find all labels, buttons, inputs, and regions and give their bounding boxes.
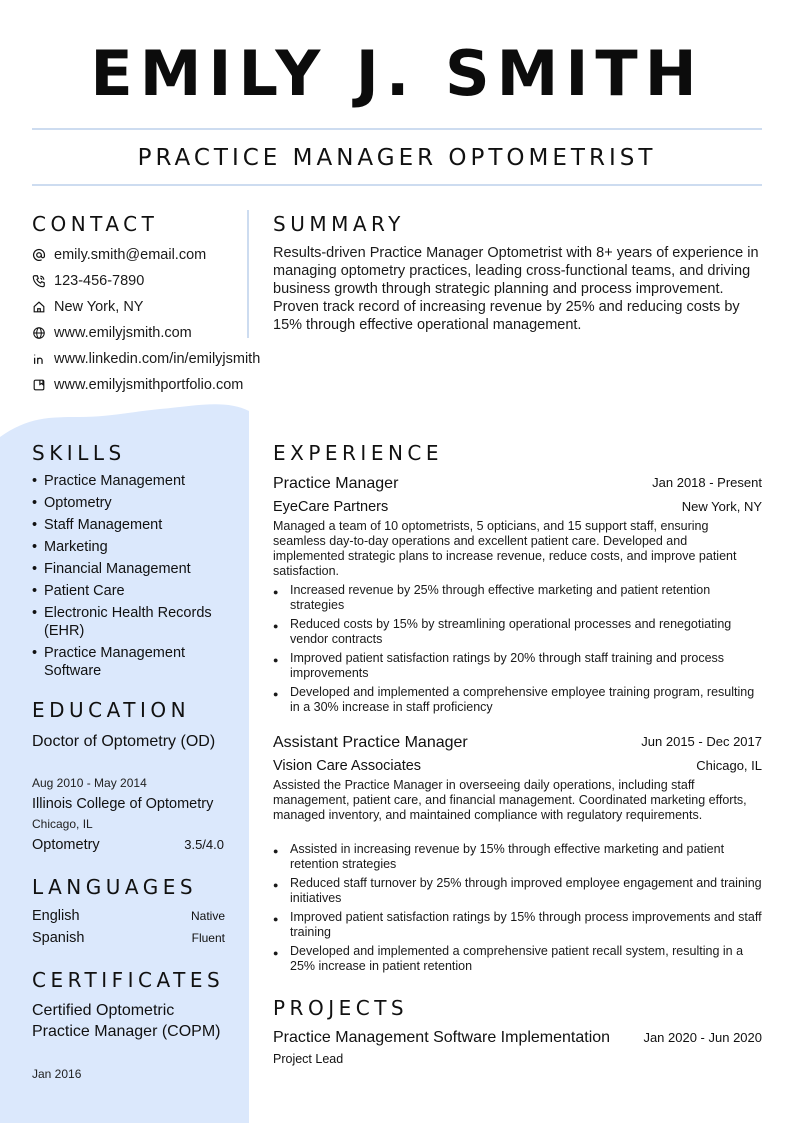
job-title: Assistant Practice Manager xyxy=(273,734,468,751)
job-company: Vision Care Associates xyxy=(273,758,422,774)
skill-item: • Marketing xyxy=(32,538,232,556)
contact-linkedin[interactable] xyxy=(32,346,260,372)
skills-heading: SKILLS xyxy=(32,441,126,465)
education-heading: EDUCATION xyxy=(32,698,191,722)
summary-heading: SUMMARY xyxy=(273,212,405,236)
project-role: Project Lead xyxy=(273,1052,344,1066)
education-degree: Doctor of Optometry (OD) xyxy=(32,733,216,750)
skills-list xyxy=(32,472,232,684)
education-location: Chicago, IL xyxy=(32,817,93,831)
languages-heading: LANGUAGES xyxy=(32,875,198,899)
job-bullets xyxy=(273,842,762,978)
job-location: Chicago, IL xyxy=(696,758,762,773)
header-rule-bottom xyxy=(32,184,762,186)
skill-item: • Electronic Health Records (EHR) xyxy=(32,604,232,640)
job-bullet: ● Developed and implemented a comprehensive patient recall system, resulting in a 25% increase in patient retention xyxy=(273,944,762,974)
education-school: Illinois College of Optometry xyxy=(32,796,214,812)
education-field: Optometry xyxy=(32,837,100,853)
job-bullet: ● Reduced staff turnover by 25% through improved employee engagement and training initiatives xyxy=(273,876,762,906)
phone-icon xyxy=(32,274,46,288)
job-bullet: ● Improved patient satisfaction ratings by 15% through process improvements and staff training xyxy=(273,910,762,940)
language-row xyxy=(32,929,225,947)
contact-linkedin-text: www.linkedin.com/in/emilyjsmith xyxy=(54,351,261,367)
education-dates: Aug 2010 - May 2014 xyxy=(32,776,147,790)
skill-item: • Financial Management xyxy=(32,560,232,578)
contact-location-text: New York, NY xyxy=(54,299,144,315)
project-title: Practice Management Software Implementation xyxy=(273,1029,611,1046)
job-dates: Jan 2018 - Present xyxy=(652,475,762,490)
contact-heading: CONTACT xyxy=(32,212,159,236)
job-dates: Jun 2015 - Dec 2017 xyxy=(641,734,762,749)
candidate-name: EMILY J. SMITH xyxy=(90,37,704,110)
contact-email-text: emily.smith@email.com xyxy=(54,247,207,263)
contact-portfolio-text: www.emilyjsmithportfolio.com xyxy=(54,377,244,393)
skill-item: • Staff Management xyxy=(32,516,232,534)
language-name: English xyxy=(32,908,80,924)
skill-item: • Practice Management xyxy=(32,472,232,490)
job-location: New York, NY xyxy=(681,499,762,514)
language-name: Spanish xyxy=(32,930,85,946)
language-row xyxy=(32,907,225,925)
education-gpa: 3.5/4.0 xyxy=(184,837,224,852)
contact-location xyxy=(32,294,260,320)
certificate-name: Certified Optometric Practice Manager (COPM) xyxy=(32,1002,221,1040)
project-dates: Jan 2020 - Jun 2020 xyxy=(643,1030,762,1045)
globe-icon xyxy=(32,326,46,340)
certificates-heading: CERTIFICATES xyxy=(32,968,225,992)
at-icon xyxy=(32,248,46,262)
job-description: Assisted the Practice Manager in overseeing daily operations, including staff management, patient care, and financial management. Coordinated marketing efforts, managed inventory, and maintained compliance with regulatory requirements. xyxy=(273,778,747,822)
skill-item: • Practice Management Software xyxy=(32,644,232,680)
skill-item: • Optometry xyxy=(32,494,232,512)
header-rule-top xyxy=(32,128,762,130)
contact-phone-text: 123-456-7890 xyxy=(54,273,145,289)
experience-heading: EXPERIENCE xyxy=(273,441,444,465)
portfolio-icon xyxy=(32,378,46,392)
job-bullet: ● Increased revenue by 25% through effective marketing and patient retention strategies xyxy=(273,583,762,613)
contact-website-text: www.emilyjsmith.com xyxy=(54,325,192,341)
home-icon xyxy=(32,300,46,314)
column-divider xyxy=(247,210,249,338)
job-title: Practice Manager xyxy=(273,475,399,492)
job-bullet: ● Improved patient satisfaction ratings by 20% through staff training and process improvements xyxy=(273,651,762,681)
summary-text: Results-driven Practice Manager Optometrist with 8+ years of experience in managing optometry practices, leading cross-functional teams, and driving business growth through strategic planning and process improvement. Proven track record of increasing revenue by 25% and reducing costs by 15% through effective operational management. xyxy=(273,245,759,333)
contact-phone[interactable] xyxy=(32,268,260,294)
contact-email[interactable] xyxy=(32,242,260,268)
job-description: Managed a team of 10 optometrists, 5 opticians, and 15 support staff, ensuring seamless day-to-day operations and excellent patient care. Developed and implemented strategic plans to increase revenue, reduce costs, and improve patient satisfaction. xyxy=(273,519,737,578)
contact-list xyxy=(32,242,260,398)
language-level: Fluent xyxy=(191,931,225,945)
linkedin-icon xyxy=(32,352,46,366)
job-title-heading: PRACTICE MANAGER OPTOMETRIST xyxy=(137,145,657,171)
job-bullet: ● Assisted in increasing revenue by 15% through effective marketing and patient retention strategies xyxy=(273,842,762,872)
contact-website[interactable] xyxy=(32,320,260,346)
job-bullets xyxy=(273,583,762,719)
job-company: EyeCare Partners xyxy=(273,499,389,515)
job-bullet: ● Reduced costs by 15% by streamlining operational processes and renegotiating vendor contracts xyxy=(273,617,762,647)
job-bullet: ● Developed and implemented a comprehensive employee training program, resulting in a 30% increase in staff proficiency xyxy=(273,685,762,715)
language-level: Native xyxy=(190,909,225,923)
certificate-date: Jan 2016 xyxy=(32,1067,82,1081)
skill-item: • Patient Care xyxy=(32,582,232,600)
projects-heading: PROJECTS xyxy=(273,996,409,1020)
